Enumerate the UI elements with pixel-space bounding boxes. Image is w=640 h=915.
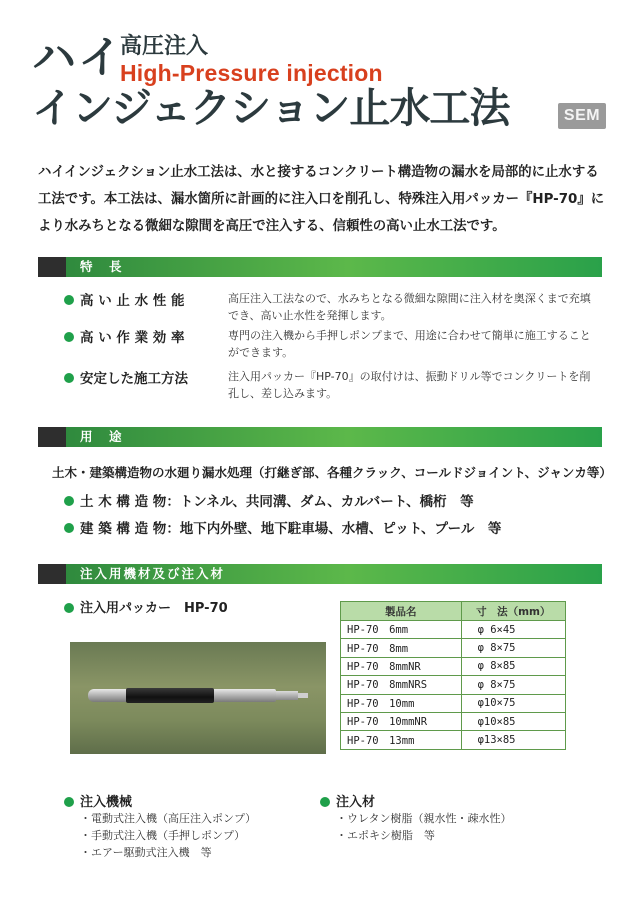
table-cell: HP-70 8mm [341,639,462,657]
agents-title [320,791,375,810]
table-cell: HP-70 13mm [341,731,462,749]
machines-list [80,810,256,861]
intro-line: より水みちとなる微細な隙間を高圧で注入する、信頼性の高い止水工法です。 [38,219,506,234]
table-cell: φ 6×45 [461,621,565,639]
list-item: ・ウレタン樹脂（親水性・疎水性） [336,812,512,825]
table-row [341,639,566,657]
table-row [341,657,566,675]
table-row [341,621,566,639]
list-item: ・電動式注入機（高圧注入ポンプ） [80,812,257,825]
bullet-icon [64,496,74,506]
packer-title-text: 注入用パッカー HP-70 [80,601,228,616]
use-item [64,517,501,537]
feature-desc: 専門の注入機から手押しポンプまで、用途に合わせて簡単に施工することができます。 [228,329,591,359]
section-heading: 用 途 [80,429,124,444]
table-cell: HP-70 8mmNRS [341,676,462,694]
table-cell: HP-70 10mm [341,694,462,712]
section-bar-materials [38,564,602,584]
agents-title-text: 注入材 [336,795,376,810]
bullet-icon [64,797,74,807]
list-item: ・エポキシ樹脂 等 [336,829,435,842]
bullet-icon [64,295,74,305]
machines-title-text: 注入機械 [80,795,133,810]
list-item: ・手動式注入機（手押しポンプ） [80,829,246,842]
list-item: ・エアー駆動式注入機 等 [80,846,212,859]
intro-paragraph [38,159,610,240]
packer-photo [70,642,326,754]
bullet-icon [64,373,74,383]
table-cell: HP-70 6mm [341,621,462,639]
agents-list [336,810,512,844]
section-heading: 注入用機材及び注入材 [80,566,226,581]
table-cell: φ 8×75 [461,639,565,657]
title-english: High-Pressure injection [120,60,383,86]
feature-title-text: 安定した施工方法 [80,371,188,387]
sem-logo: SEM [558,103,606,129]
feature-desc: 注入用パッカー『HP-70』の取付けは、振動ドリル等でコンクリートを削孔し、差し込みます。 [228,370,591,400]
feature-title [64,326,185,346]
section-bar-uses [38,427,602,447]
intro-line: 工法です。本工法は、漏水箇所に計画的に注入口を削孔し、特殊注入用パッカー『HP-70』に [38,192,605,207]
page-title: インジェクション止水工法 [32,84,510,132]
machines-title [64,791,132,810]
use-item [64,490,474,510]
spec-table [340,601,566,750]
feature-desc: 高圧注入工法なので、水みちとなる微細な隙間に注入材を奥深くまで充填でき、高い止水性を発揮します。 [228,292,591,322]
table-row [341,712,566,730]
packer-image [88,688,310,702]
table-cell: φ 8×85 [461,657,565,675]
feature-title-text: 高 い 作 業 効 率 [80,330,185,346]
use-label: 建 築 構 造 物 [80,521,167,537]
table-cell: φ13×85 [461,731,565,749]
feature-title [64,289,185,309]
table-cell: φ10×85 [461,712,565,730]
uses-summary: 土木・建築構造物の水廻り漏水処理（打継ぎ部、各種クラック、コールドジョイント、ジャンカ等） [52,465,612,480]
table-header: 製品名 [341,602,462,621]
table-row [341,731,566,749]
table-cell: φ10×75 [461,694,565,712]
bullet-icon [64,332,74,342]
title-hai: ハイ [32,32,124,83]
feature-title [64,367,188,387]
bullet-icon [64,603,74,613]
use-value: ：トンネル、共同溝、ダム、カルバート、橋桁 等 [166,494,474,510]
use-value: ：地下内外壁、地下駐車場、水槽、ピット、プール 等 [166,521,502,537]
use-label: 土 木 構 造 物 [80,494,167,510]
title-kouatsu: 高圧注入 [120,34,209,59]
table-row [341,694,566,712]
table-row [341,676,566,694]
table-cell: φ 8×75 [461,676,565,694]
section-heading: 特 長 [80,259,124,274]
table-cell: HP-70 8mmNR [341,657,462,675]
table-header-row [341,602,566,621]
table-header: 寸 法（mm） [461,602,565,621]
table-cell: HP-70 10mmNR [341,712,462,730]
bullet-icon [64,523,74,533]
intro-line: ハイインジェクション止水工法は、水と接するコンクリート構造物の漏水を局部的に止水する [38,165,599,180]
bullet-icon [320,797,330,807]
section-bar-features [38,257,602,277]
feature-title-text: 高 い 止 水 性 能 [80,293,185,309]
packer-title [64,597,228,616]
